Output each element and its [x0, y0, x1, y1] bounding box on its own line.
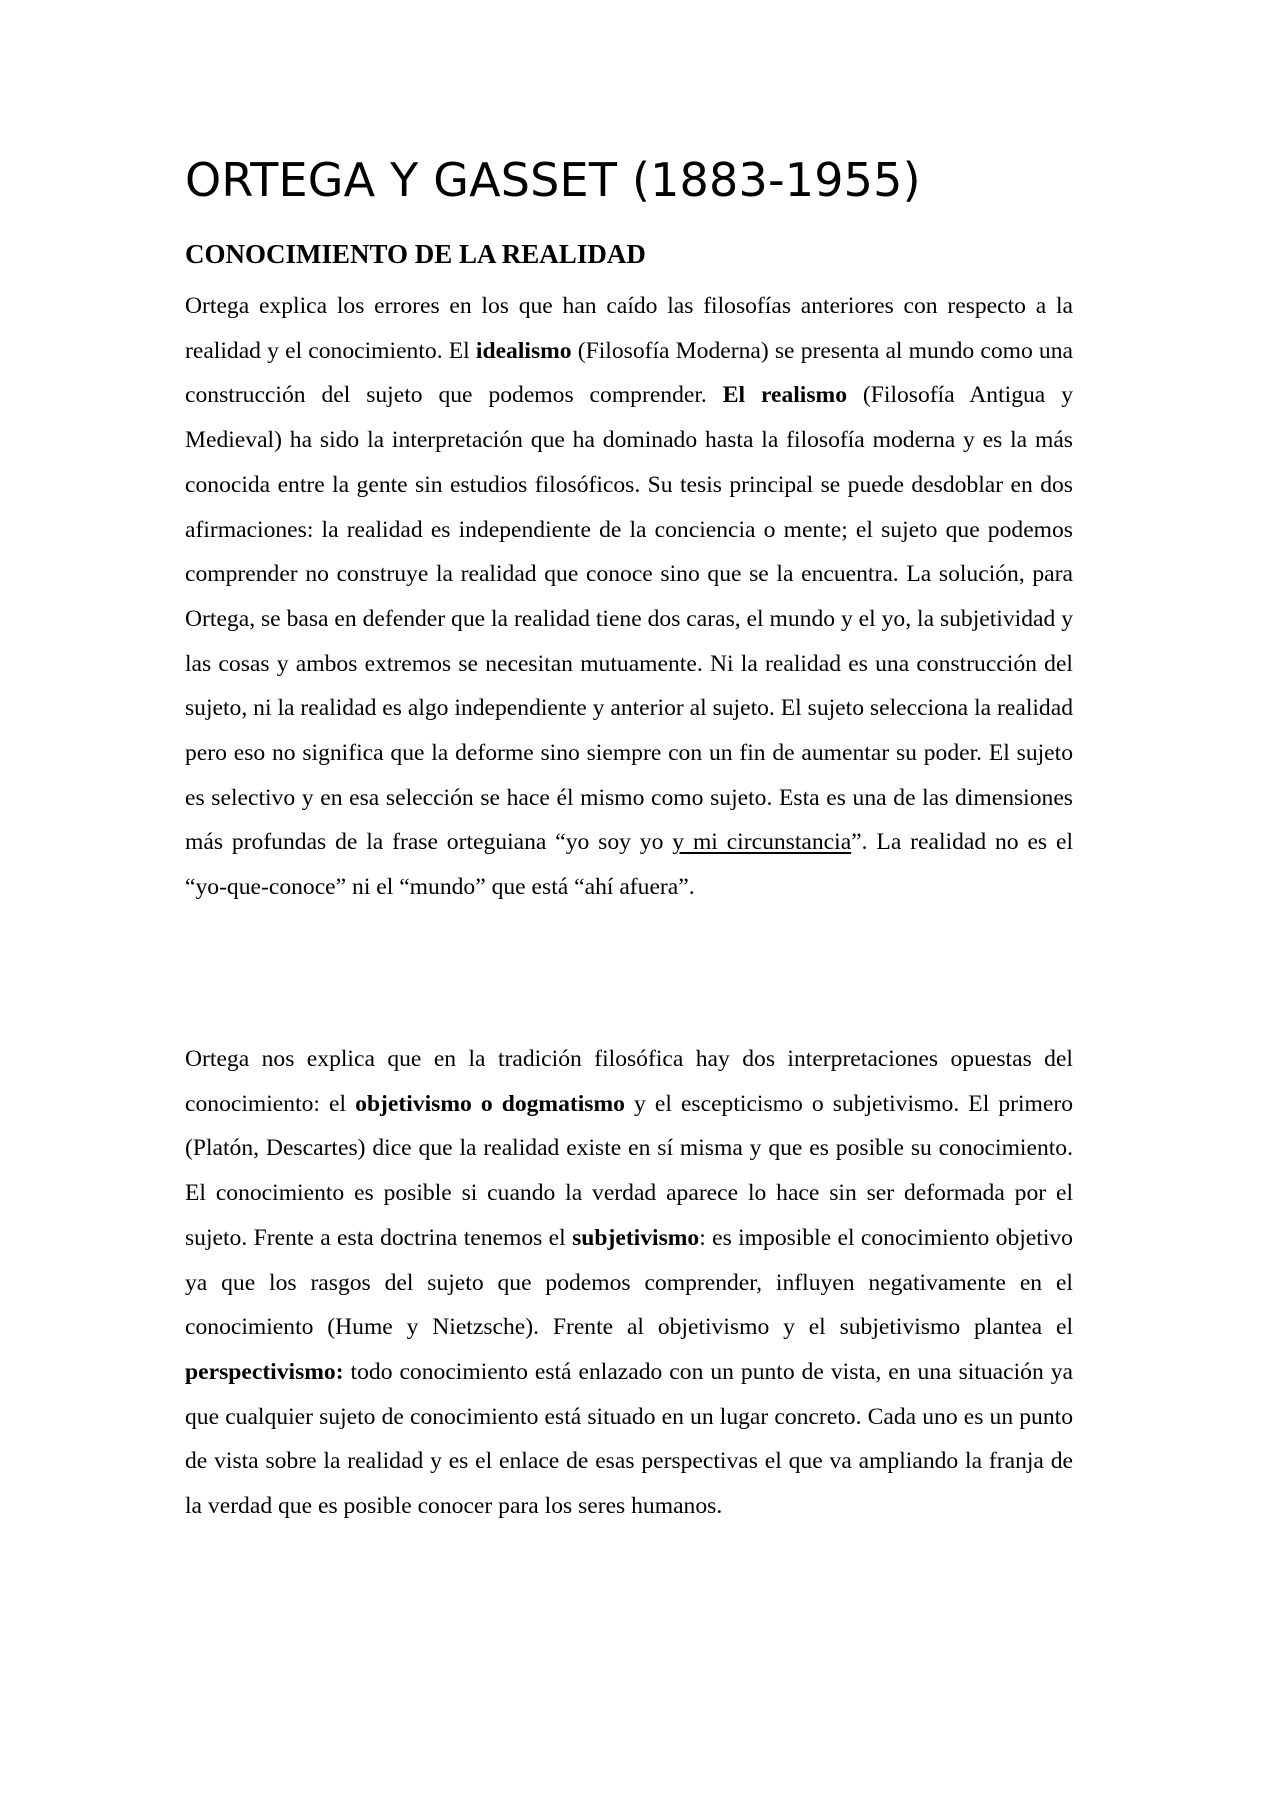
text-run: (Filosofía Antigua y Medieval) ha sido la interpretación que ha dominado hasta la filosofía moderna y es la más conocida entre la gente sin estudios filosóficos. Su tesis principal se puede desdoblar en dos afirmaciones: la realidad es independiente de la conciencia o mente; el sujeto que podemos comprender no construye la realidad que conoce sino que se la encuentra. La solución, para Ortega, se basa en defender que la realidad tiene dos caras, el mundo y el yo, la subjetividad y las cosas y ambos extremos se necesitan mutuamente. Ni la realidad es una construcción del sujeto, ni la realidad es algo independiente y anterior al sujeto. El sujeto selecciona la realidad pero eso no significa que la deforme sino siempre con un fin de aumentar su poder. El sujeto es selectivo y en esa selección se hace él mismo como sujeto. Esta es una de las dimensiones más profundas de la frase orteguiana “yo soy yo	[185, 382, 1073, 856]
bold-term-realismo: El realismo	[722, 382, 847, 409]
underlined-phrase-circunstancia: y mi circunstancia	[672, 829, 852, 856]
bold-term-perspectivismo: perspectivismo:	[185, 1358, 344, 1385]
text-run: (Filosofía Moderna) se presenta al mundo como una construcción del sujeto que podemos comprender.	[185, 337, 1073, 409]
paragraph-conocimiento	[185, 1037, 1073, 1529]
text-run: Ortega nos explica que en la tradición filosófica hay dos interpretaciones opuestas del conocimiento: el	[185, 1046, 1073, 1117]
text-run: todo conocimiento está enlazado con un punto de vista, en una situación ya que cualquier sujeto de conocimiento está situado en un lugar concreto. Cada uno es un punto de vista sobre la realidad y es el enlace de esas perspectivas el que va ampliando la franja de la verdad que es posible conocer para los seres humanos.	[185, 1358, 1073, 1520]
text-run: Ortega explica los errores en los que han caído las filosofías anteriores con respecto a la realidad y el conocimiento. El	[185, 293, 1073, 364]
bold-term-idealismo: idealismo	[475, 337, 572, 364]
bold-term-subjetivismo: subjetivismo	[572, 1224, 700, 1251]
paragraph-realidad	[185, 284, 1073, 910]
text-run: : es imposible el conocimiento objetivo ya que los rasgos del sujeto que podemos comprender, influyen negativamente en el conocimiento (Hume y Nietzsche). Frente al objetivismo y el subjetivismo plantea el	[185, 1224, 1073, 1341]
document-title: ORTEGA Y GASSET (1883-1955)	[185, 153, 921, 207]
section-heading: CONOCIMIENTO DE LA REALIDAD	[185, 239, 646, 269]
text-run: ”. La realidad no es el “yo-que-conoce” ni el “mundo” que está “ahí afuera”.	[185, 829, 1073, 901]
text-run: y el escepticismo o subjetivismo. El primero (Platón, Descartes) dice que la realidad existe en sí misma y que es posible su conocimiento. El conocimiento es posible si cuando la verdad aparece lo hace sin ser deformada por el sujeto. Frente a esta doctrina tenemos el	[185, 1090, 1074, 1251]
bold-term-objetivismo: objetivismo o dogmatismo	[355, 1090, 625, 1117]
